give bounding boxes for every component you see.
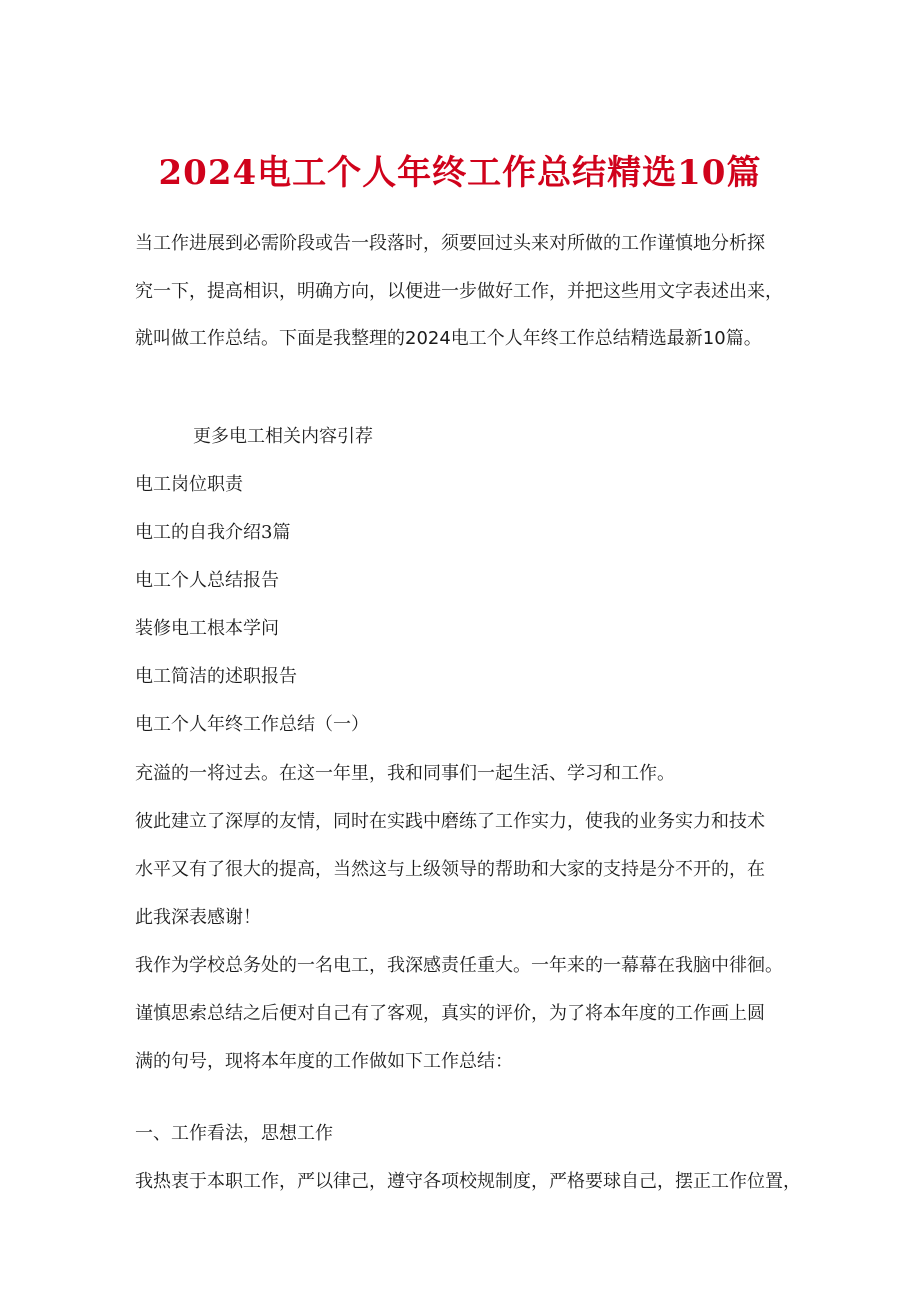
paragraph-line: 满的句号，现将本年度的工作做如下工作总结： (135, 1051, 513, 1072)
related-link-item[interactable]: 电工岗位职责 (135, 474, 243, 495)
article-heading: 电工个人年终工作总结（一） (135, 714, 369, 735)
related-link-item[interactable]: 装修电工根本学问 (135, 618, 279, 639)
related-link-item[interactable]: 电工个人总结报告 (135, 570, 279, 591)
intro-line: 就叫做工作总结。下面是我整理的2024电工个人年终工作总结精选最新10篇。 (135, 328, 762, 349)
paragraph-line: 我热衷于本职工作，严以律己，遵守各项校规制度，严格要球自己，摆正工作位置， (135, 1171, 801, 1192)
related-link-item[interactable]: 电工简洁的述职报告 (135, 666, 297, 687)
paragraph-line: 水平又有了很大的提高，当然这与上级领导的帮助和大家的支持是分不开的，在 (135, 859, 765, 880)
intro-line: 究一下，提高相识，明确方向，以便进一步做好工作，并把这些用文字表述出来， (135, 281, 783, 302)
document-title: 2024电工个人年终工作总结精选10篇 (158, 153, 762, 193)
related-heading: 更多电工相关内容引荐 (193, 426, 373, 447)
paragraph-line: 彼此建立了深厚的友情，同时在实践中磨练了工作实力，使我的业务实力和技术 (135, 811, 765, 832)
paragraph-line: 充溢的一将过去。在这一年里，我和同事们一起生活、学习和工作。 (135, 763, 675, 784)
related-link-item[interactable]: 电工的自我介绍3篇 (135, 522, 291, 543)
section-heading: 一、工作看法，思想工作 (135, 1123, 333, 1144)
paragraph-line: 我作为学校总务处的一名电工，我深感责任重大。一年来的一幕幕在我脑中徘徊。 (135, 955, 783, 976)
intro-line: 当工作进展到必需阶段或告一段落时，须要回过头来对所做的工作谨慎地分析探 (135, 233, 765, 254)
paragraph-line: 此我深表感谢！ (135, 907, 261, 928)
paragraph-line: 谨慎思索总结之后便对自己有了客观，真实的评价，为了将本年度的工作画上圆 (135, 1003, 765, 1024)
